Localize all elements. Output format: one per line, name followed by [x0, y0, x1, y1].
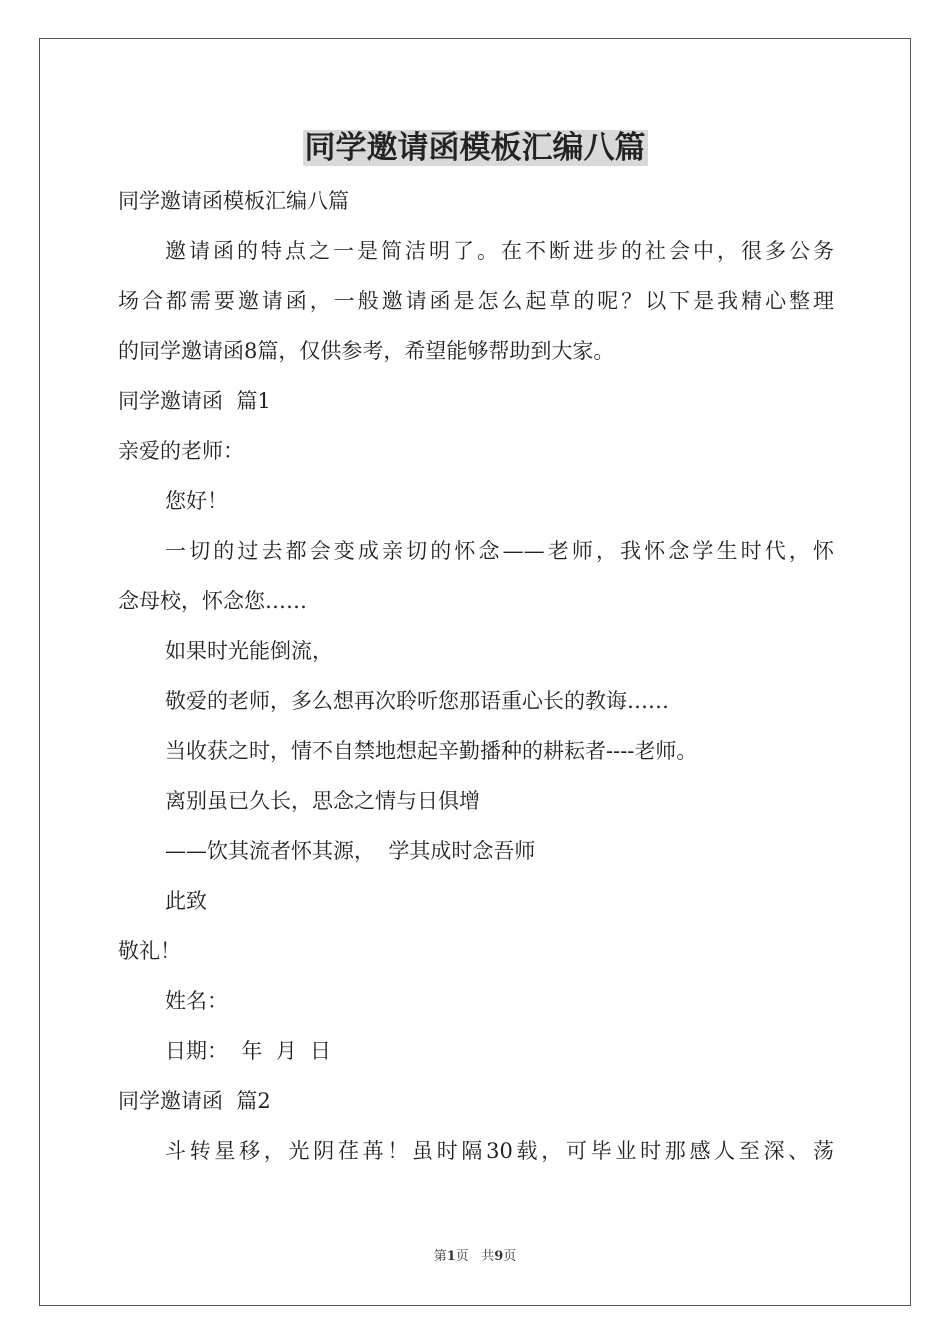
text-line: 同学邀请函 篇2: [118, 1089, 271, 1113]
text-line: 邀请函的特点之一是简洁明了。在不断进步的社会中，很多公务: [165, 239, 834, 263]
text-line: 如果时光能倒流，: [165, 639, 333, 663]
footer-total-pages: 9: [494, 1249, 504, 1264]
text-line: 您好！: [165, 489, 228, 513]
footer-current-page: 1: [446, 1249, 456, 1264]
footer-suffix: 页: [503, 1249, 517, 1264]
footer-mid: 页 共: [455, 1249, 495, 1264]
text-line: 日期： 年 月 日: [165, 1039, 332, 1063]
text-line: 离别虽已久长，思念之情与日俱增: [165, 789, 480, 813]
text-line: 场合都需要邀请函，一般邀请函是怎么起草的呢？以下是我精心整理: [118, 289, 834, 313]
text-line: 一切的过去都会变成亲切的怀念——老师，我怀念学生时代，怀: [165, 539, 834, 563]
text-line: 念母校，怀念您……: [118, 589, 307, 613]
page-title: [0, 128, 950, 168]
text-line: ——饮其流者怀其源， 学其成时念吾师: [165, 839, 536, 863]
text-line: 亲爱的老师：: [118, 439, 244, 463]
text-line: 敬爱的老师，多么想再次聆听您那语重心长的教诲……: [165, 689, 669, 713]
text-line: 此致: [165, 889, 207, 913]
text-line: 的同学邀请函8篇，仅供参考，希望能够帮助到大家。: [118, 339, 615, 363]
document-body: [118, 176, 834, 1176]
text-line: 当收获之时，情不自禁地想起辛勤播种的耕耘者----老师。: [165, 739, 698, 763]
text-line: 同学邀请函 篇1: [118, 389, 271, 413]
text-line: 斗转星移，光阴荏苒！虽时隔30载，可毕业时那感人至深、荡: [165, 1139, 834, 1163]
footer-prefix: 第: [433, 1249, 447, 1264]
page-title-text: 同学邀请函模板汇编八篇: [304, 130, 646, 166]
text-line: 同学邀请函模板汇编八篇: [118, 189, 349, 213]
text-line: 敬礼！: [118, 939, 181, 963]
page-footer: [0, 1248, 950, 1266]
text-line: 姓名：: [165, 989, 228, 1013]
